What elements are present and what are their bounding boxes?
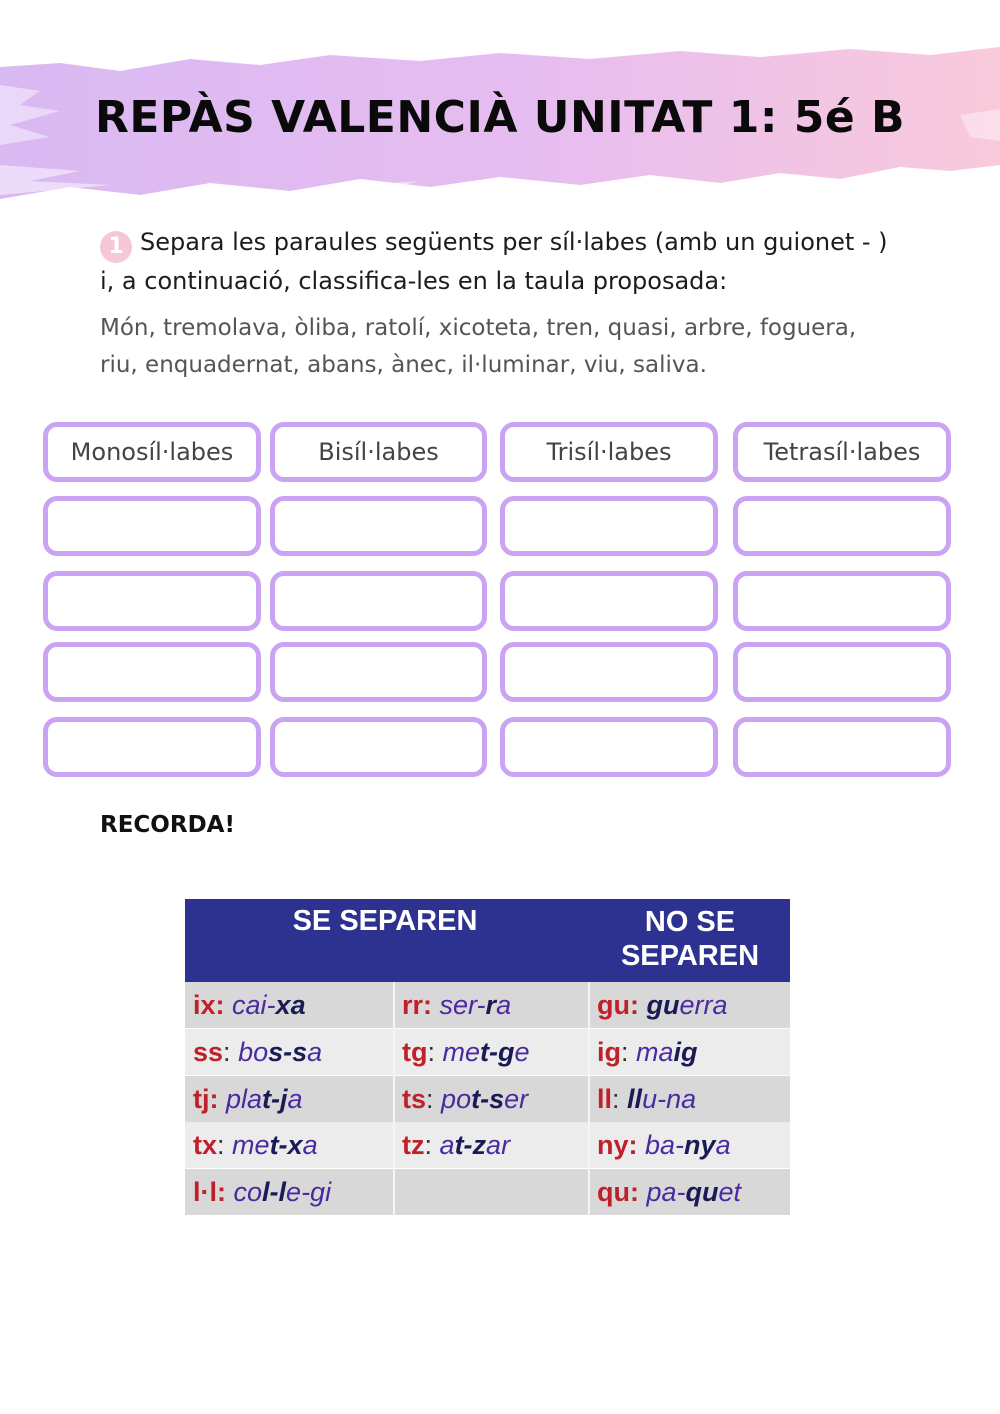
example-word — [234, 1177, 332, 1207]
answer-box-tetrasyllables-4[interactable] — [733, 717, 951, 777]
rule-cell — [402, 982, 511, 1028]
rule-cell — [402, 1076, 528, 1122]
separator: : — [621, 1036, 629, 1067]
example-part: a — [439, 1130, 455, 1161]
rule-cell — [597, 982, 728, 1028]
example-word — [645, 1130, 731, 1160]
rules-row — [185, 1122, 790, 1168]
example-part: et — [718, 1177, 742, 1208]
example-word — [232, 1130, 318, 1160]
syllable-rules-table — [185, 899, 790, 1216]
example-word — [226, 1084, 303, 1114]
separator: : — [426, 1083, 434, 1114]
example-highlight: t-s — [471, 1083, 505, 1114]
letter-group: ig — [597, 1036, 621, 1067]
answer-box-trisyllables-4[interactable] — [500, 717, 718, 777]
answer-box-tetrasyllables-1[interactable] — [733, 496, 951, 556]
rules-row — [185, 1029, 790, 1075]
header-se-separen: SE SEPAREN — [292, 905, 478, 937]
example-part: ar — [486, 1130, 511, 1161]
example-word — [647, 1177, 742, 1207]
answer-box-trisyllables-2[interactable] — [500, 571, 718, 631]
example-part: e-gi — [286, 1177, 332, 1208]
example-highlight: ig — [673, 1036, 698, 1067]
reminder-label: RECORDA! — [100, 812, 235, 838]
separator: : — [427, 1036, 435, 1067]
answer-box-trisyllables-1[interactable] — [500, 496, 718, 556]
rules-table-header — [185, 899, 790, 982]
example-part: erra — [679, 990, 728, 1020]
example-highlight: s-s — [268, 1036, 308, 1067]
example-part: u-na — [642, 1083, 697, 1114]
example-part: me — [442, 1036, 481, 1067]
example-highlight: ny — [684, 1130, 716, 1161]
exercise-number-badge: 1 — [100, 231, 132, 263]
header-tetrasyllables: Tetrasíl·labes — [733, 422, 951, 482]
header-no-se-line2: SEPAREN — [620, 940, 760, 972]
example-part: pla — [226, 1083, 263, 1114]
instruction-text: Separa les paraules següents per síl·labes (amb un guionet - ) i, a continuació, classifica-les en la taula proposada: — [100, 228, 888, 295]
exercise-instruction — [100, 224, 900, 300]
example-word — [238, 1037, 322, 1067]
example-part: cai- — [232, 990, 276, 1020]
example-part: co — [233, 1177, 263, 1208]
example-word — [627, 1084, 696, 1114]
example-part: er — [504, 1083, 529, 1114]
letter-group: l·l: — [193, 1177, 226, 1208]
example-highlight: r — [485, 990, 497, 1020]
example-part: pa- — [646, 1177, 686, 1208]
letter-group: tj: — [193, 1083, 219, 1114]
example-part: a — [496, 990, 512, 1020]
letter-group: rr: — [402, 990, 433, 1020]
answer-box-monosyllables-4[interactable] — [43, 717, 261, 777]
example-part: ser- — [439, 990, 486, 1020]
letter-group: ts — [402, 1083, 427, 1114]
column-divider — [588, 982, 590, 1216]
example-part: bo — [238, 1036, 269, 1067]
answer-box-bisyllables-1[interactable] — [270, 496, 487, 556]
letter-group: gu: — [597, 990, 639, 1020]
example-highlight: l-l — [262, 1177, 287, 1208]
example-part: a — [715, 1130, 731, 1161]
rule-cell — [402, 1029, 530, 1075]
rule-cell — [193, 1169, 331, 1215]
example-highlight: xa — [275, 990, 306, 1020]
example-highlight: ll — [627, 1083, 643, 1114]
example-part: ma — [636, 1036, 674, 1067]
answer-box-monosyllables-1[interactable] — [43, 496, 261, 556]
letter-group: tg — [402, 1036, 428, 1067]
separator: : — [424, 1130, 433, 1161]
rule-cell — [597, 1076, 696, 1122]
letter-group: ll — [597, 1083, 613, 1114]
rules-row — [185, 982, 790, 1028]
letter-group: qu: — [597, 1177, 639, 1208]
example-word — [440, 990, 512, 1020]
header-monosyllables: Monosíl·labes — [43, 422, 261, 482]
letter-group: tz — [402, 1130, 425, 1161]
rule-cell — [402, 1122, 510, 1168]
answer-box-trisyllables-3[interactable] — [500, 642, 718, 702]
rule-cell — [597, 1029, 698, 1075]
example-part: a — [287, 1083, 303, 1114]
answer-box-tetrasyllables-2[interactable] — [733, 571, 951, 631]
header-trisyllables: Trisíl·labes — [500, 422, 718, 482]
answer-box-bisyllables-4[interactable] — [270, 717, 487, 777]
letter-group: ix: — [193, 990, 225, 1020]
example-highlight: t-j — [262, 1083, 288, 1114]
rules-row — [185, 1169, 790, 1215]
example-part: a — [302, 1130, 318, 1161]
rule-cell — [597, 1122, 731, 1168]
rule-cell — [193, 1076, 303, 1122]
example-part: po — [441, 1083, 472, 1114]
example-word — [443, 1037, 530, 1067]
header-no-se-separen — [590, 905, 790, 973]
answer-box-bisyllables-3[interactable] — [270, 642, 487, 702]
rule-cell — [193, 1029, 322, 1075]
letter-group: ss — [193, 1036, 224, 1067]
example-part: me — [232, 1130, 270, 1161]
example-word — [441, 1084, 528, 1114]
rule-cell — [193, 982, 306, 1028]
example-word — [647, 990, 728, 1020]
example-part: a — [307, 1036, 323, 1067]
answer-box-bisyllables-2[interactable] — [270, 571, 487, 631]
letter-group: tx — [193, 1130, 218, 1161]
example-highlight: t-z — [454, 1130, 487, 1161]
answer-box-tetrasyllables-3[interactable] — [733, 642, 951, 702]
example-word — [636, 1037, 698, 1067]
example-highlight: t-g — [480, 1036, 515, 1067]
example-word — [232, 990, 306, 1020]
example-part: e — [514, 1036, 530, 1067]
example-highlight: qu — [685, 1177, 719, 1208]
rule-cell — [193, 1122, 318, 1168]
example-part: ba- — [645, 1130, 685, 1161]
rule-cell — [597, 1169, 741, 1215]
word-list: Món, tremolava, òliba, ratolí, xicoteta, tren, quasi, arbre, foguera, riu, enquadernat, abans, ànec, il·luminar, viu, saliva. — [100, 315, 857, 378]
header-bisyllables: Bisíl·labes — [270, 422, 487, 482]
example-highlight: gu — [646, 990, 680, 1020]
rules-row — [185, 1076, 790, 1122]
page-title: REPÀS VALENCIÀ UNITAT 1: 5é B — [94, 92, 906, 143]
answer-box-monosyllables-2[interactable] — [43, 571, 261, 631]
answer-box-monosyllables-3[interactable] — [43, 642, 261, 702]
separator: : — [217, 1130, 225, 1161]
header-no-se-line1: NO SE — [644, 906, 736, 938]
example-word — [440, 1130, 511, 1160]
column-divider — [393, 982, 395, 1216]
letter-group: ny: — [597, 1130, 638, 1161]
separator: : — [612, 1083, 620, 1114]
separator: : — [223, 1036, 231, 1067]
example-highlight: t-x — [269, 1130, 303, 1161]
